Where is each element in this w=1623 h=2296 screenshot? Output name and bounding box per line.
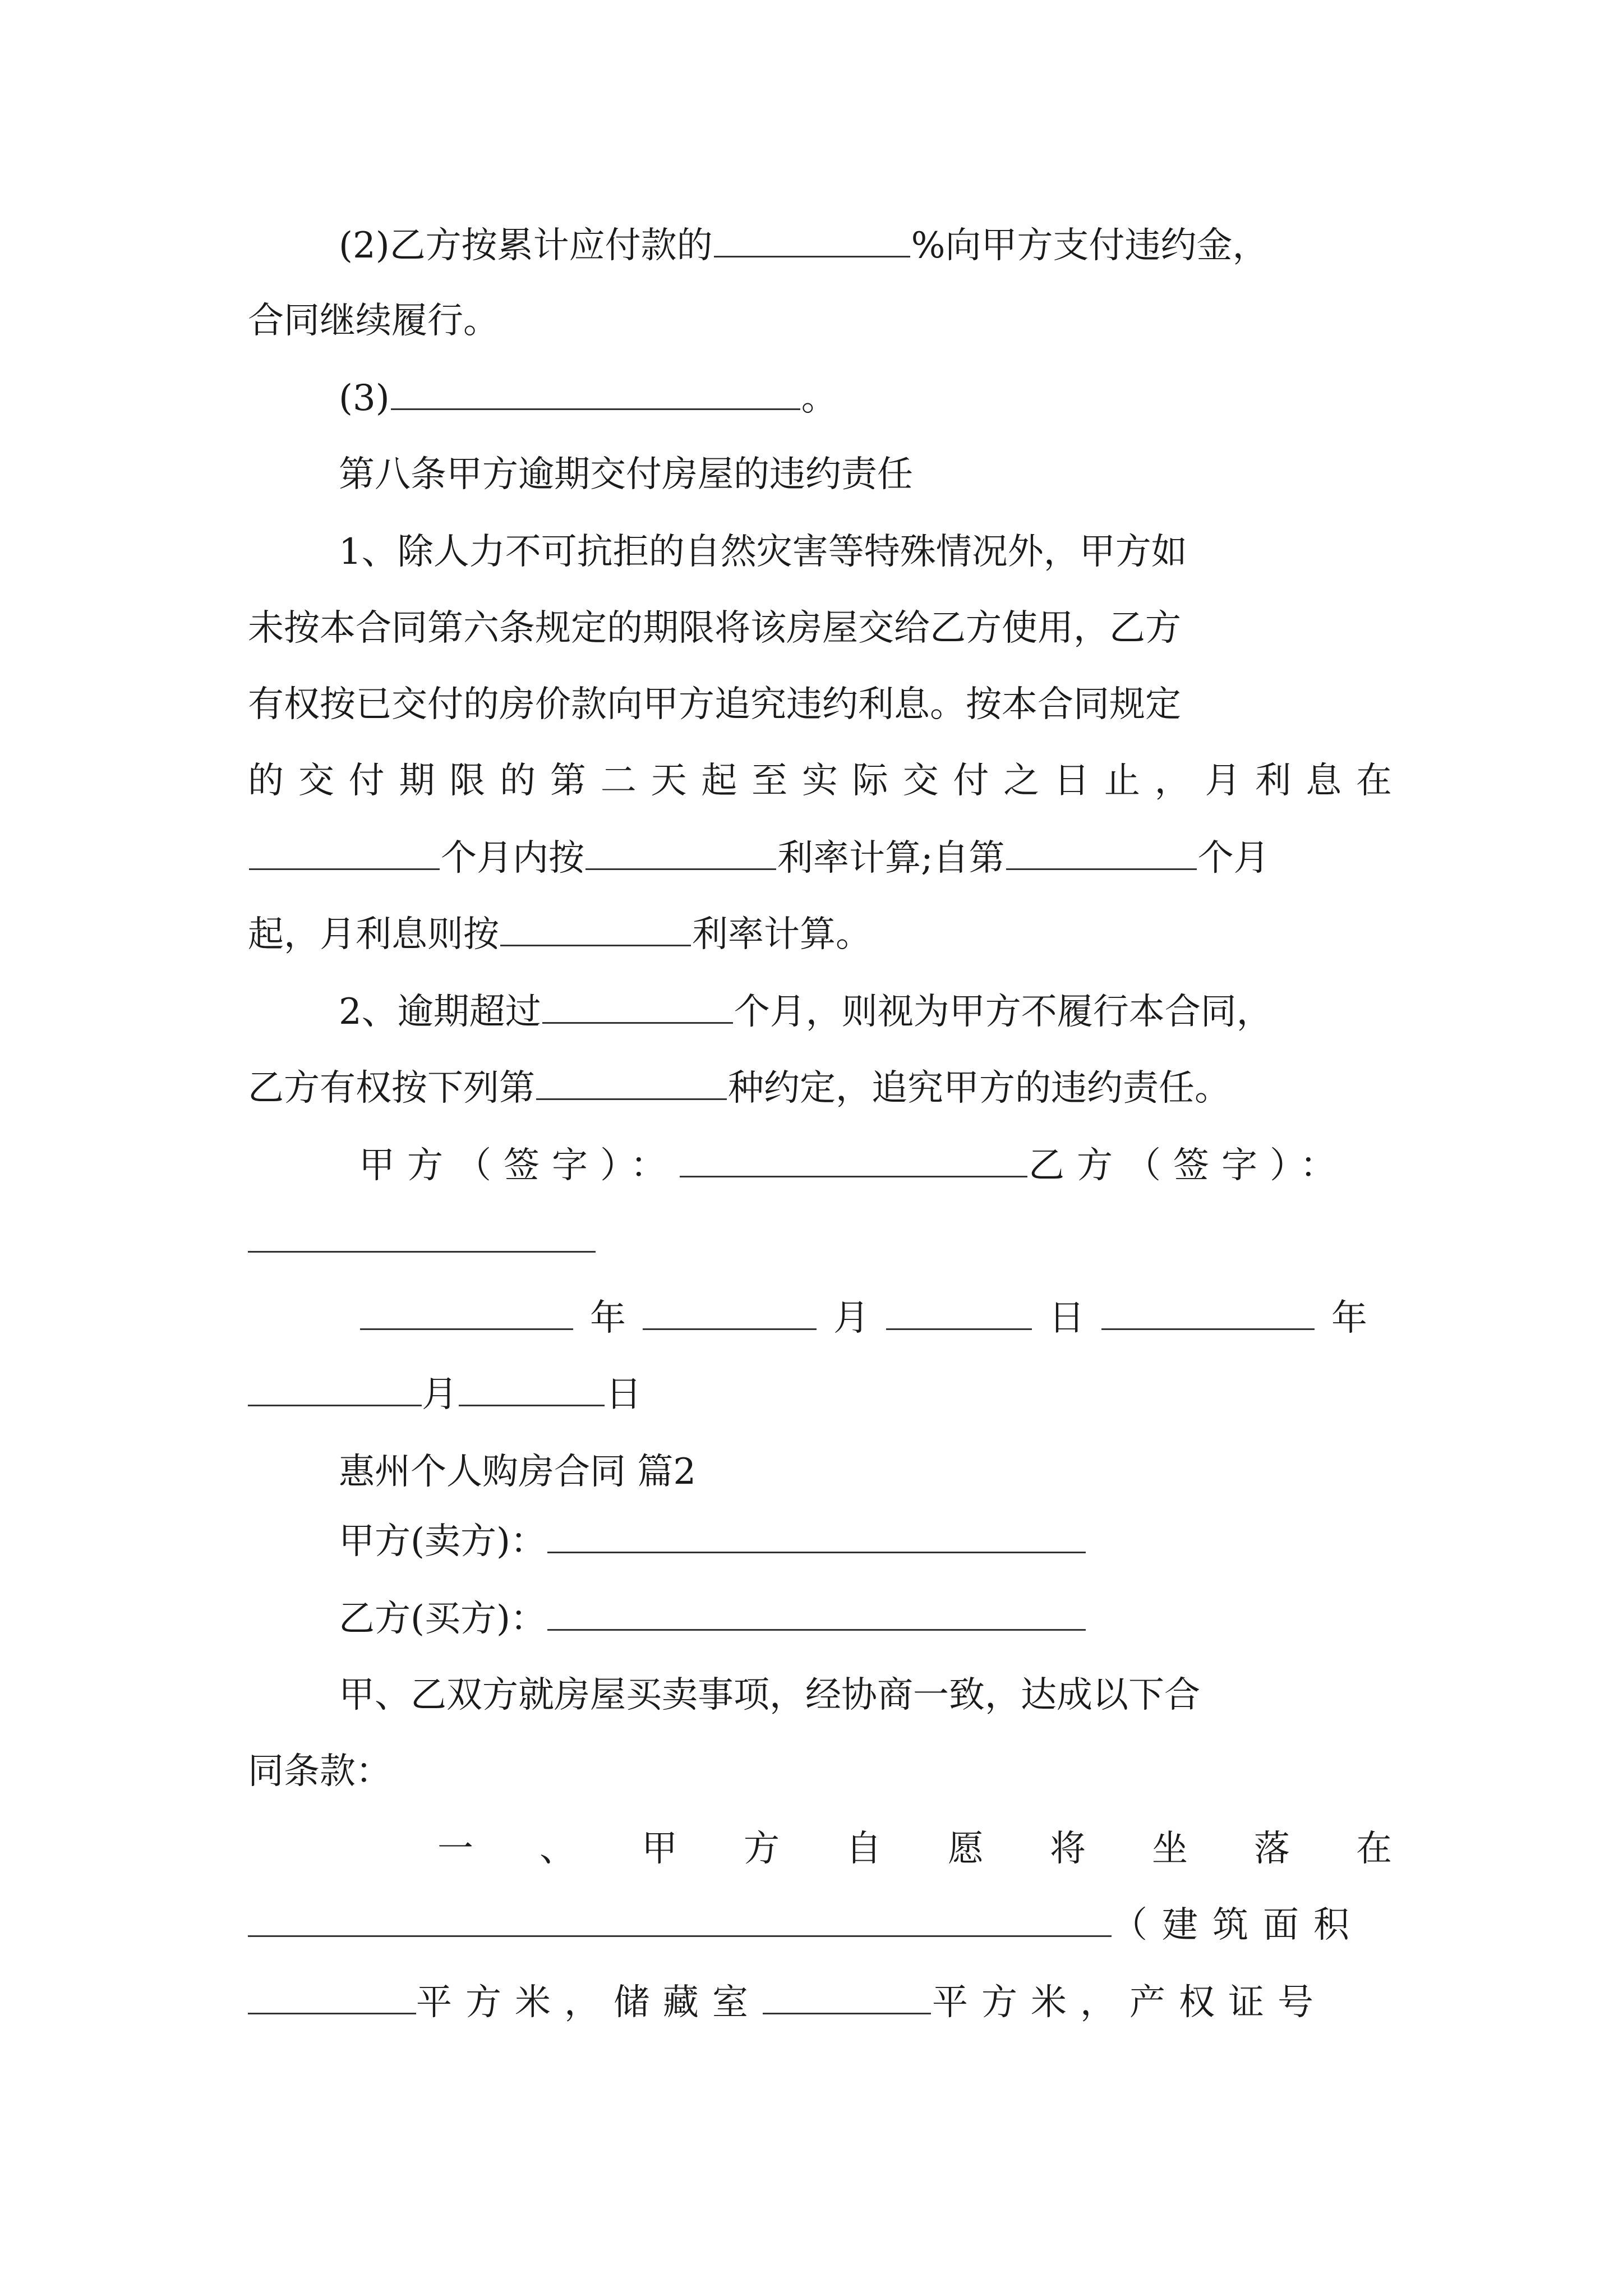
text: 利率计算;自第	[777, 838, 1005, 879]
paragraph-line: 未按本合同第六条规定的期限将该房屋交给乙方使用，乙方	[248, 608, 1181, 649]
char: 交	[902, 760, 939, 802]
paragraph-line-justified	[248, 758, 1392, 803]
date-line	[359, 1296, 1392, 1341]
char: 起	[701, 760, 737, 802]
party-a-signature-label: 甲方（签字）：	[359, 1145, 679, 1186]
char: 在	[1355, 760, 1392, 802]
article-8-item-2-continued	[248, 1066, 1392, 1111]
text: 平方米，产权证号	[932, 1982, 1327, 2023]
char: 至	[751, 760, 788, 802]
signature-line	[359, 1143, 1392, 1188]
char: 自	[846, 1828, 882, 1870]
storage-area-field[interactable]	[763, 1980, 931, 2014]
seller-line	[339, 1519, 1392, 1564]
char: 月	[1205, 760, 1241, 802]
area-label: （建筑面积	[1112, 1904, 1364, 1946]
char: 二	[600, 760, 637, 802]
interest-terms-continued	[248, 912, 1392, 957]
text: 个月，则视为甲方不履行本合同，	[734, 991, 1272, 1033]
char: 的	[248, 760, 284, 802]
char: 在	[1356, 1828, 1392, 1870]
interest-terms-line	[248, 836, 1392, 881]
char: 的	[500, 760, 536, 802]
blank-months[interactable]	[249, 836, 440, 870]
text: 起，月利息则按	[248, 914, 499, 955]
char: 交	[298, 760, 334, 802]
char: 利	[1255, 760, 1292, 802]
char: 方	[744, 1828, 780, 1870]
text: 乙方有权按下列第	[248, 1068, 535, 1109]
location-line	[248, 1903, 1392, 1948]
day-label: 日	[1049, 1297, 1085, 1339]
blank-overdue-months[interactable]	[542, 990, 733, 1024]
text: 平方米，储藏室	[416, 1982, 762, 2023]
text: 。	[801, 378, 837, 419]
char: 愿	[948, 1828, 984, 1870]
area-line	[248, 1980, 1392, 2025]
char: 限	[449, 760, 486, 802]
clause-2-line	[339, 223, 1392, 268]
blank-start-month[interactable]	[1006, 836, 1197, 870]
month-label: 月	[422, 1374, 458, 1415]
char: 实	[801, 760, 838, 802]
buyer-line	[339, 1596, 1392, 1641]
char: 第	[550, 760, 586, 802]
blank-month-1[interactable]	[643, 1296, 817, 1330]
blank-month-2[interactable]	[248, 1372, 422, 1406]
blank-clause-3[interactable]	[391, 376, 800, 410]
text: 2、逾期超过	[339, 991, 541, 1033]
char: 日	[1054, 760, 1090, 802]
article-8-item-1: 1、除人力不可抗拒的自然灾害等特殊情况外，甲方如	[339, 531, 1187, 573]
blank-rate[interactable]	[585, 836, 776, 870]
char: 息	[1306, 760, 1342, 802]
clause-2-continued: 合同继续履行。	[248, 300, 499, 342]
char: 坐	[1152, 1828, 1188, 1870]
day-label: 日	[606, 1374, 642, 1415]
year-label: 年	[1331, 1297, 1367, 1339]
char: ，	[1154, 760, 1191, 802]
text: 个月	[1197, 838, 1270, 879]
party-b-signature-label: 乙方（签字）：	[1029, 1145, 1348, 1186]
agreement-line: 甲、乙双方就房屋买卖事项，经协商一致，达成以下合	[339, 1674, 1200, 1716]
text: 利率计算。	[692, 914, 872, 955]
blank-percent[interactable]	[714, 223, 910, 257]
article-8-heading: 第八条甲方逾期交付房屋的违约责任	[339, 454, 913, 495]
blank-year-1[interactable]	[360, 1296, 573, 1330]
text: 个月内按	[441, 838, 584, 879]
blank-day-2[interactable]	[459, 1372, 605, 1406]
buyer-label: 乙方(买方)：	[339, 1598, 546, 1640]
blank-day-1[interactable]	[886, 1296, 1032, 1330]
text: 种约定，追究甲方的违约责任。	[728, 1068, 1230, 1109]
section-title: 惠州个人购房合同 篇2	[339, 1451, 697, 1493]
char: 落	[1254, 1828, 1290, 1870]
item-1-line	[437, 1826, 1392, 1871]
blank-option-number[interactable]	[536, 1066, 727, 1100]
text: %向甲方支付违约金，	[911, 225, 1269, 266]
agreement-line-continued: 同条款：	[248, 1751, 391, 1792]
blank-year-2[interactable]	[1101, 1296, 1315, 1330]
clause-3-line	[339, 376, 1392, 421]
char: 之	[1003, 760, 1040, 802]
seller-field[interactable]	[547, 1519, 1086, 1553]
char: 际	[852, 760, 888, 802]
party-a-signature-field[interactable]	[680, 1143, 1027, 1177]
party-b-signature-line	[248, 1218, 1392, 1263]
char: 一	[437, 1828, 473, 1870]
char: 付	[953, 760, 989, 802]
paragraph-line: 有权按已交付的房价款向甲方追究违约利息。按本合同规定	[248, 684, 1181, 725]
text: (3)	[339, 378, 390, 419]
building-area-field[interactable]	[248, 1980, 416, 2014]
month-label: 月	[833, 1297, 869, 1339]
article-8-item-2	[339, 990, 1392, 1034]
char: 、	[540, 1828, 575, 1870]
buyer-field[interactable]	[547, 1596, 1086, 1631]
char: 天	[651, 760, 687, 802]
char: 止	[1104, 760, 1140, 802]
char: 将	[1050, 1828, 1086, 1870]
char: 期	[399, 760, 435, 802]
blank-rate-2[interactable]	[500, 912, 691, 946]
date-line-continued	[248, 1372, 1392, 1417]
seller-label: 甲方(卖方)：	[339, 1521, 546, 1562]
char: 甲	[642, 1828, 677, 1870]
party-b-signature-field[interactable]	[248, 1218, 596, 1253]
location-field[interactable]	[248, 1903, 1112, 1937]
year-label: 年	[590, 1297, 626, 1339]
text: (2)乙方按累计应付款的	[339, 225, 713, 266]
char: 付	[348, 760, 385, 802]
